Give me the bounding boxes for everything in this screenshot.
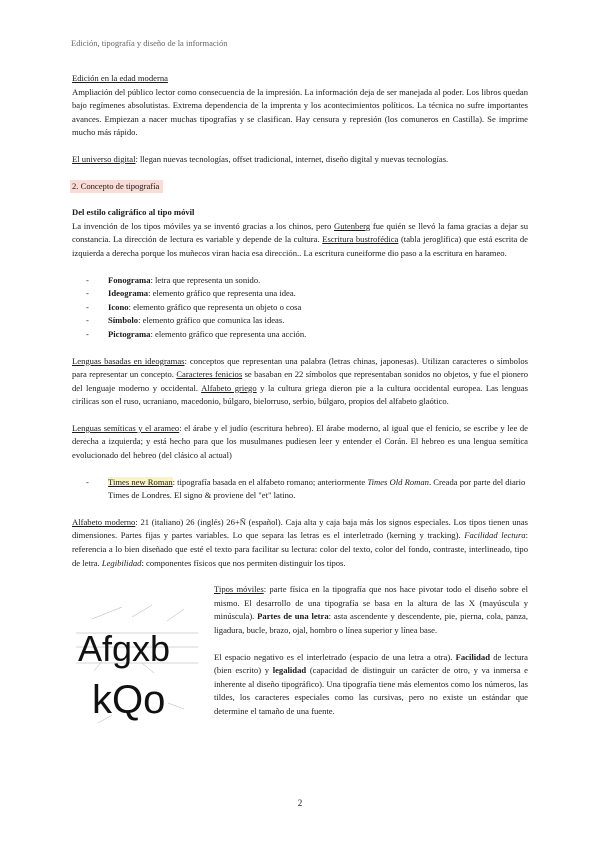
figure-side-text <box>214 583 528 718</box>
letter-anatomy-figure <box>72 597 202 727</box>
term-times-new-roman: Times new Roman <box>108 476 173 487</box>
figure-glyphs-bottom: kQo <box>92 678 166 723</box>
text-segment: y la cultura griega dieron pie a la cultura occidental europea. Las lenguas cirílicas son el ruso, ucraniano, macedonio, búlgaro, bielorruso, serbio, búlgaro, propios del alfabeto glaótico. <box>72 382 529 407</box>
list-text: : elemento gráfico que representa una acción. <box>150 328 307 339</box>
term-tipos-moviles: Tipos móviles <box>214 584 264 595</box>
figure-glyphs-top: Afgxb <box>78 628 171 670</box>
text-segment: : el árabe y el judío (escritura hebreo). El árabe moderno, al igual que el fenicio, se escribe y lee de derecha a izquierda; y está hecho para que los musulmanes pudiesen leer y entender el Corán. El hebreo es una lengua semítica evolucionado del hebreo (del clásico al actual) <box>72 422 528 461</box>
list-text: : elemento gráfico que representa un objeto o cosa <box>128 301 302 312</box>
term-legibilidad: Legibilidad <box>101 557 142 568</box>
text-segment: : asta ascendente y descendente, pie, pierna, cola, panza, ligadura, bucle, brazo, ojal, hombro o línea superior y línea base. <box>214 611 529 635</box>
term-facilidad-lectura: Facilidad lectura <box>464 530 526 541</box>
list-term: Icono <box>108 301 129 312</box>
text-segment: : conceptos que representan una palabra (letras chinas, japonesas). Utilizan caracteres o símbolos para representar un concepto. <box>72 355 529 380</box>
list-item <box>86 314 528 328</box>
list-grafemas <box>72 274 528 342</box>
list-times <box>72 476 528 503</box>
list-text: . Creada por parte del diario Times de Londres. El signo & proviene del "et" latino. <box>108 476 526 501</box>
list-term: Ideograma <box>108 288 149 299</box>
text-segment: se basaban en 22 símbolos que representaban sonidos no objetos, y fue el pionero del lenguaje moderno y occidental. <box>72 369 528 393</box>
paragraph-universo-digital <box>72 153 528 167</box>
text-segment: (tabla jeroglífica) que está escrita de izquierda a derecha porque los muñecos viran hacia esa dirección.. La escritura cuneiforme dio paso a la escritura en harameo. <box>72 234 528 258</box>
paragraph-ideogramas <box>72 355 528 409</box>
term-alfabeto-moderno: Alfabeto moderno <box>72 516 136 527</box>
term-partes-letra: Partes de una letra <box>257 611 329 622</box>
text-segment: (capacidad de distinguir un carácter de otro, y va inmersa e inherente al diseño tipográfico). Una tipografía tiene más elementos como los números, las tildes, los caracteres especiales como las cursivas, pero no existe un estándar que determine el tamaño de una fuente. <box>214 665 528 716</box>
section-heading-2 <box>72 180 528 194</box>
list-term: Pictograma <box>108 328 151 339</box>
text-segment: : 21 (italiano) 26 (inglés) 26+Ñ (español). Caja alta y caja baja más los signos especiales. Los tipos tienen unas dimensiones. Partes fijas y partes variables. Lo que separa las letras es el interletrado (kerning y tracking). <box>72 516 528 541</box>
term-alfabeto-griego: Alfabeto griego <box>201 382 257 393</box>
term-lenguas-semiticas: Lenguas semíticas y el arameo <box>72 422 180 433</box>
page-number: 2 <box>297 798 303 808</box>
text-segment: El espacio negativo es el interletrado (espacio de una letra a otra). <box>214 651 456 662</box>
heading-edad-moderna: Edición en la edad moderna <box>72 73 168 83</box>
paragraph-espacio-negativo <box>214 651 528 719</box>
list-text: : elemento gráfico que comunica las ideas. <box>138 315 285 326</box>
term-legalidad: legalidad <box>272 665 307 676</box>
list-term: Fonograma <box>108 274 151 285</box>
text-segment: : componentes físicos que nos permiten distinguir los tipos. <box>141 557 346 568</box>
term-caracteres-fenicios: Caracteres fenicios <box>176 369 243 380</box>
text-segment: de lectura (bien escrito) y <box>214 651 528 676</box>
document-body <box>72 72 529 723</box>
running-header: Edición, tipografía y diseño de la información <box>71 38 228 48</box>
list-item <box>86 476 528 503</box>
term-bustrofedica: Escritura bustrofédica <box>322 234 399 245</box>
text-edad-moderna: Ampliación del público lector como consecuencia de la impresión. La información deja de ser manejada al poder. Los libros quedan bajo regímenes absolutistas. Extrema dependencia de la imprenta y los acontecimientos políticos. La técnica no sufre importantes avances. Empiezan a nacer muchas tipografías y se clasifican. Hay censura y represión (los comuneros en Castilla). Se imprime mucho más rápido. <box>72 86 528 138</box>
text-segment: : referencia a lo bien diseñado que esté el texto para facilitar su lectura: color del texto, color del fondo, contraste, interlineado, tipo de letra. <box>72 530 528 568</box>
text-segment: La invención de los tipos móviles ya se inventó gracias a los chinos, pero <box>72 220 335 231</box>
paragraph-alfabeto-moderno <box>72 516 528 570</box>
text-universo-digital: : llegan nuevas tecnologías, offset tradicional, internet, diseño digital y nuevas tecnologías. <box>135 153 449 164</box>
section-title-concepto-tipografia: 2. Concepto de tipografía <box>70 180 163 194</box>
paragraph-edad-moderna <box>72 72 528 140</box>
list-item <box>86 274 528 288</box>
heading-tipo-movil: Del estilo caligráfico al tipo móvil <box>72 207 195 218</box>
term-universo-digital: El universo digital <box>72 153 136 164</box>
paragraph-semiticas <box>72 422 528 463</box>
term-lenguas-ideogramas: Lenguas basadas en ideogramas <box>72 355 185 366</box>
list-item <box>86 287 528 301</box>
list-term: Símbolo <box>108 315 139 326</box>
list-text: : elemento gráfico que representa una idea. <box>148 288 296 299</box>
term-gutenberg: Gutenberg <box>334 220 371 231</box>
term-facilidad: Facilidad <box>455 651 490 662</box>
text-segment: : parte física en la tipografía que nos hace pivotar todo el diseño sobre el mismo. El desarrollo de una tipografía se basa en la altura de las X (mayúscula y minúscula). <box>214 584 528 622</box>
figure-block <box>72 583 529 723</box>
term-times-old-roman: Times Old Roman <box>367 476 429 487</box>
list-text: : letra que representa un sonido. <box>150 274 261 285</box>
paragraph-tipos-moviles <box>214 583 528 637</box>
list-text: : tipografía basada en el alfabeto romano; anteriormente <box>172 476 368 487</box>
list-item <box>86 301 528 315</box>
paragraph-tipo-movil <box>72 206 528 260</box>
text-segment: fue quién se llevó la fama gracias a dejar su constancia. La dirección de lectura es variable y depende de la cultura. <box>72 220 528 245</box>
list-item <box>86 328 528 342</box>
